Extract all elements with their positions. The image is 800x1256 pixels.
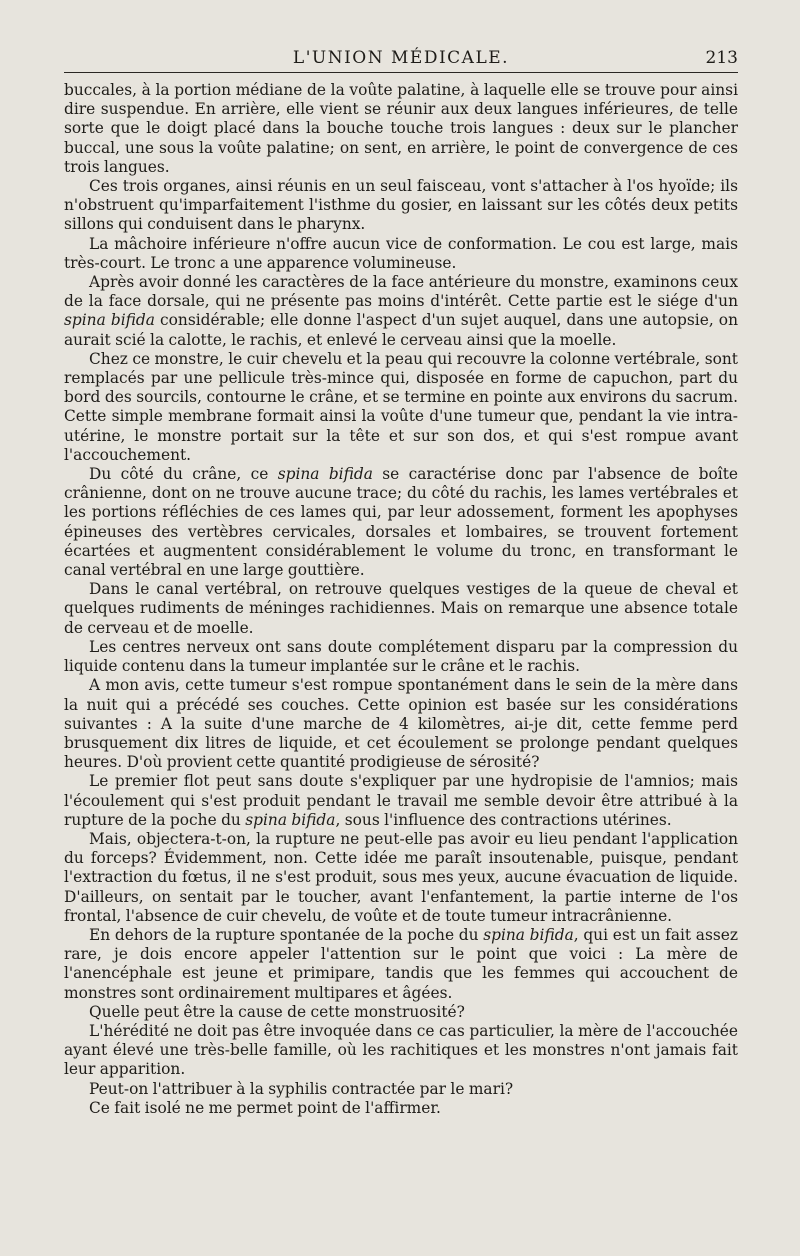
italic-term: spina bifida [483, 925, 574, 944]
paragraph [64, 1003, 738, 1022]
paragraph [64, 177, 738, 235]
page-number: 213 [705, 48, 738, 68]
paragraph [64, 638, 738, 676]
text-run: En dehors de la rupture spontanée de la poche du [89, 925, 484, 944]
text-run: Ce fait isolé ne me permet point de l'affirmer. [89, 1098, 441, 1117]
text-run: buccales, à la portion médiane de la voûte palatine, à laquelle elle se trouve pour ainsi dire suspendue. En arrière, elle vient se réunir aux deux langues inférieures, de telle sorte que le doigt placé dans la bouche touche trois langues : deux sur le plancher buccal, une sous la voûte palatine; on sent, en arrière, le point de convergence de ces trois langues. [64, 81, 738, 176]
paragraph [64, 926, 738, 1003]
text-run: considérable; elle donne l'aspect d'un sujet auquel, dans une autopsie, on aurait scié la calotte, le rachis, et enlevé le cerveau ainsi que la moelle. [64, 311, 738, 349]
paragraph [64, 350, 738, 465]
text-run: Mais, objectera-t-on, la rupture ne peut-elle pas avoir eu lieu pendant l'application du forceps? Évidemment, non. Cette idée me paraît insoutenable, puisque, pendant l'extraction du fœtus, il ne s'est produit, sous mes yeux, aucune évacuation de liquide. D'ailleurs, on sentait par le toucher, avant l'enfantement, la partie interne de l'os frontal, l'absence de cuir chevelu, de voûte et de toute tumeur intracrânienne. [64, 829, 738, 925]
text-run: , qui est un fait assez rare, je dois encore appeler l'attention sur le point que voici : La mère de l'anencéphale est jeune et primipare, tandis que les femmes qui accouchent de monstres sont ordinairement multipares et âgées. [64, 925, 738, 1002]
text-run: Dans le canal vertébral, on retrouve quelques vestiges de la queue de cheval et quelques rudiments de méninges rachidiennes. Mais on remarque une absence totale de cerveau et de moelle. [64, 580, 738, 637]
paragraph [64, 1022, 738, 1080]
running-title: L'UNION MÉDICALE. [292, 48, 510, 68]
paragraph [64, 465, 738, 580]
paragraph [64, 830, 738, 926]
text-run: Ces trois organes, ainsi réunis en un seul faisceau, vont s'attacher à l'os hyoïde; ils n'obstruent qu'imparfaitement l'isthme du gosier, en laissant sur les côtés deux petits sillons qui conduisent dans le pharynx. [64, 177, 738, 234]
paragraph [64, 1080, 738, 1099]
text-run: Du côté du crâne, ce [89, 465, 278, 484]
paragraph [64, 772, 738, 830]
text-run: A mon avis, cette tumeur s'est rompue spontanément dans le sein de la mère dans la nuit qui a précédé ses couches. Cette opinion est basée sur les considérations suivantes : A la suite d'une marche de 4 kilomètres, ai-je dit, cette femme perd brusquement dix litres de liquide, et cet écoulement se prolonge pendant quelques heures. D'où provient cette quantité prodigieuse de sérosité? [64, 676, 738, 772]
text-run: Chez ce monstre, le cuir chevelu et la peau qui recouvre la colonne vertébrale, sont remplacés par une pellicule très-mince qui, disposée en forme de capuchon, part du bord des sourcils, contourne le crâne, et se termine en pointe aux environs du sacrum. Cette simple membrane formait ainsi la voûte d'une tumeur que, pendant la vie intra-utérine, le monstre portait sur la tête et sur son dos, et qui s'est rompue avant l'accouchement. [64, 349, 738, 464]
page-header [64, 44, 738, 73]
text-run: se caractérise donc par l'absence de boîte crânienne, dont on ne trouve aucune trace; du côté du rachis, les lames vertébrales et les portions réfléchies de ces lames qui, par leur adossement, forment les apophyses épineuses des vertèbres cervicales, dorsales et lombaires, se trouvent fortement écartées et augmentent considérablement le volume du tronc, en transformant le canal vertébral en une large gouttière. [64, 465, 739, 580]
text-run: , sous l'influence des contractions utérines. [335, 810, 672, 829]
text-run: Le premier flot peut sans doute s'expliquer par une hydropisie de l'amnios; mais l'écoulement qui s'est produit pendant le travail me semble devoir être attribué à la rupture de la poche du [64, 772, 738, 829]
text-run: Peut-on l'attribuer à la syphilis contractée par le mari? [89, 1079, 514, 1098]
text-run: Les centres nerveux ont sans doute complétement disparu par la compression du liquide contenu dans la tumeur implantée sur le crâne et le rachis. [64, 637, 738, 676]
paragraph [64, 273, 738, 350]
paragraph [64, 580, 738, 638]
italic-term: spina bifida [64, 311, 155, 330]
text-run: Après avoir donné les caractères de la face antérieure du monstre, examinons ceux de la face dorsale, qui ne présente pas moins d'intérêt. Cette partie est le siége d'un [64, 273, 738, 311]
paragraph [64, 81, 738, 177]
paragraph [64, 1099, 738, 1118]
italic-term: spina bifida [245, 810, 336, 829]
paragraph [64, 235, 738, 273]
italic-term: spina bifida [277, 465, 373, 484]
text-run: Quelle peut être la cause de cette monstruosité? [89, 1002, 465, 1021]
paragraph [64, 676, 738, 772]
text-run: L'hérédité ne doit pas être invoquée dans ce cas particulier, la mère de l'accouchée ayant élevé une très-belle famille, où les rachitiques et les monstres n'ont jamais fait leur apparition. [64, 1021, 738, 1079]
article-body [64, 81, 738, 1118]
text-run: La mâchoire inférieure n'offre aucun vice de conformation. Le cou est large, mais très-court. Le tronc a une apparence volumineuse. [64, 234, 738, 272]
